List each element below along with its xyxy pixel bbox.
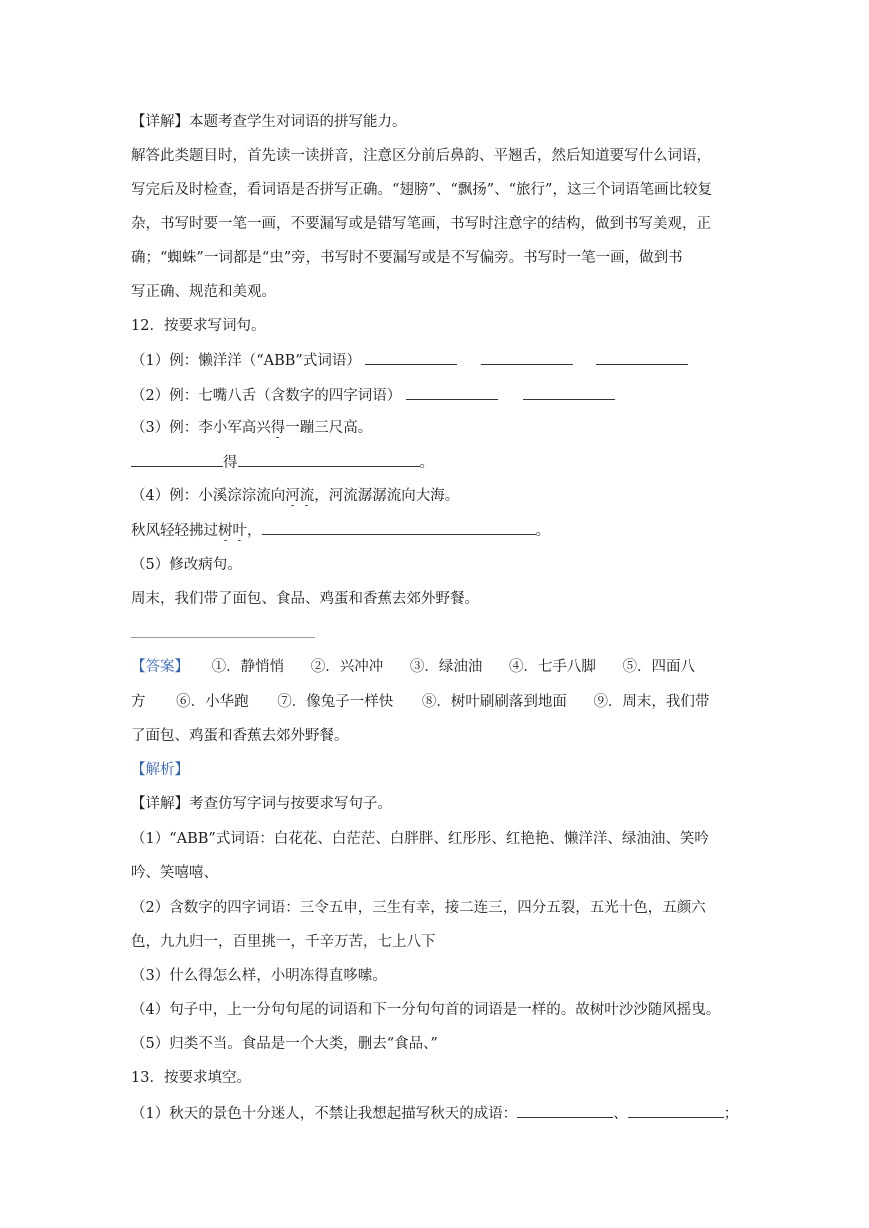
answer-item: 方 bbox=[131, 694, 146, 710]
item-text: （2）例：七嘴八舌（含数字的四字词语） bbox=[131, 388, 402, 404]
question-12-item-4 bbox=[131, 486, 741, 506]
question-12-item-1 bbox=[131, 350, 741, 371]
fill-text: 。 bbox=[419, 455, 434, 471]
emphasis-char: 流 bbox=[299, 488, 315, 504]
question-13-item-1 bbox=[131, 1103, 741, 1124]
answer-blank[interactable] bbox=[523, 385, 615, 400]
paragraph-line: 写完后及时检查，看词语是否拼写正确。“翅膀”、“飘扬”、“旅行”，这三个词语笔画比较复 bbox=[131, 182, 712, 198]
answer-blank[interactable] bbox=[628, 1103, 724, 1118]
answer-item: ⑦．像兔子一样快 bbox=[277, 694, 394, 710]
paragraph-line: 确；“蜘蛛”一词都是“虫”旁，书写时不要漏写或是不写偏旁。书写时一笔一画，做到书 bbox=[131, 250, 683, 266]
fill-text: ， bbox=[247, 523, 262, 539]
question-12-title: 12．按要求写词句。 bbox=[131, 318, 266, 334]
fill-text: 得 bbox=[223, 455, 238, 471]
answer-blank[interactable] bbox=[406, 385, 498, 400]
emphasis-char: 叶 bbox=[232, 523, 247, 539]
answer-line[interactable] bbox=[131, 637, 315, 638]
analysis-label: 【解析】 bbox=[131, 762, 189, 778]
answer-blank[interactable] bbox=[238, 452, 420, 467]
item-text: （1）秋天的景色十分迷人，不禁让我想起描写秋天的成语： bbox=[131, 1106, 518, 1122]
answer-item: ⑤．四面八 bbox=[622, 659, 696, 675]
item-text: （1）例：懒洋洋（“ABB”式词语） bbox=[131, 353, 361, 369]
answer-blank[interactable] bbox=[365, 350, 457, 365]
answer-item: ②．兴冲冲 bbox=[310, 659, 384, 675]
analysis-line: （4）句子中，上一分句句尾的词语和下一分句句首的词语是一样的。故树叶沙沙随风摇曳。 bbox=[131, 1002, 721, 1018]
answer-row: 了面包、鸡蛋和香蕉去郊外野餐。 bbox=[131, 728, 349, 744]
item-text: （3）例：李小军高兴 bbox=[131, 420, 271, 436]
answer-item: ①．静悄悄 bbox=[211, 659, 285, 675]
analysis-line: 色，九九归一，百里挑一，千辛万苦，七上八下 bbox=[131, 934, 436, 950]
detail-heading: 【详解】本题考查学生对词语的拼写能力。 bbox=[131, 114, 407, 130]
answer-item: ⑨．周末，我们带 bbox=[593, 694, 710, 710]
answer-blank[interactable] bbox=[481, 350, 573, 365]
emphasis-char: 树 bbox=[218, 523, 233, 539]
emphasis-char: 河 bbox=[285, 488, 300, 504]
answer-row bbox=[131, 692, 741, 712]
item-text: （4）例：小溪淙淙流向 bbox=[131, 488, 286, 504]
question-12-item-5: （5）修改病句。 bbox=[131, 557, 242, 573]
paragraph-line: 解答此类题目时，首先读一读拼音，注意区分前后鼻韵、平翘舌，然后知道要写什么词语， bbox=[131, 148, 711, 164]
item-text: 一蹦三尺高。 bbox=[285, 420, 373, 436]
answer-item: ⑥．小华跑 bbox=[176, 694, 249, 710]
analysis-line: （5）归类不当。食品是一个大类，删去“食品、” bbox=[131, 1036, 438, 1052]
analysis-line: （3）什么得怎么样，小明冻得直哆嗦。 bbox=[131, 968, 387, 984]
answer-blank[interactable] bbox=[262, 520, 536, 535]
fill-text: 、 bbox=[613, 1106, 628, 1122]
question-12-item-5-sentence: 周末，我们带了面包、食品、鸡蛋和香蕉去郊外野餐。 bbox=[131, 591, 479, 607]
question-12-item-2 bbox=[131, 385, 741, 406]
answer-item: ③．绿油油 bbox=[409, 659, 483, 675]
answer-label: 【答案】 bbox=[131, 659, 189, 675]
question-12-item-3-fill bbox=[131, 452, 741, 473]
answer-blank[interactable] bbox=[131, 452, 223, 467]
analysis-line: （2）含数字的四字词语：三令五申，三生有幸，接二连三，四分五裂，五光十色，五颜六 bbox=[131, 900, 706, 916]
emphasis-char: 得 bbox=[270, 420, 286, 436]
analysis-line: 吟、笑嘻嘻、 bbox=[131, 865, 218, 881]
answer-item: ⑧．树叶刷刷落到地面 bbox=[421, 694, 567, 710]
question-12-item-3 bbox=[131, 418, 741, 438]
fill-text: 秋风轻轻拂过 bbox=[131, 523, 218, 539]
analysis-detail: 【详解】考查仿写字词与按要求写句子。 bbox=[131, 796, 392, 812]
answer-row bbox=[131, 657, 741, 677]
paragraph-line: 写正确、规范和美观。 bbox=[131, 284, 276, 300]
answer-blank[interactable] bbox=[596, 350, 688, 365]
paragraph-line: 杂，书写时要一笔一画，不要漏写或是错写笔画，书写时注意字的结构，做到书写美观，正 bbox=[131, 216, 711, 232]
analysis-line: （1）“ABB”式词语：白花花、白茫茫、白胖胖、红彤彤、红艳艳、懒洋洋、绿油油、笑吟 bbox=[131, 831, 709, 847]
fill-text: ； bbox=[723, 1106, 739, 1122]
question-13-title: 13．按要求填空。 bbox=[131, 1070, 251, 1086]
item-text: ，河流潺潺流向大海。 bbox=[314, 488, 460, 504]
answer-item: ④．七手八脚 bbox=[508, 659, 596, 675]
answer-blank[interactable] bbox=[517, 1103, 613, 1118]
fill-text: 。 bbox=[535, 523, 550, 539]
question-12-item-4-fill bbox=[131, 520, 741, 541]
